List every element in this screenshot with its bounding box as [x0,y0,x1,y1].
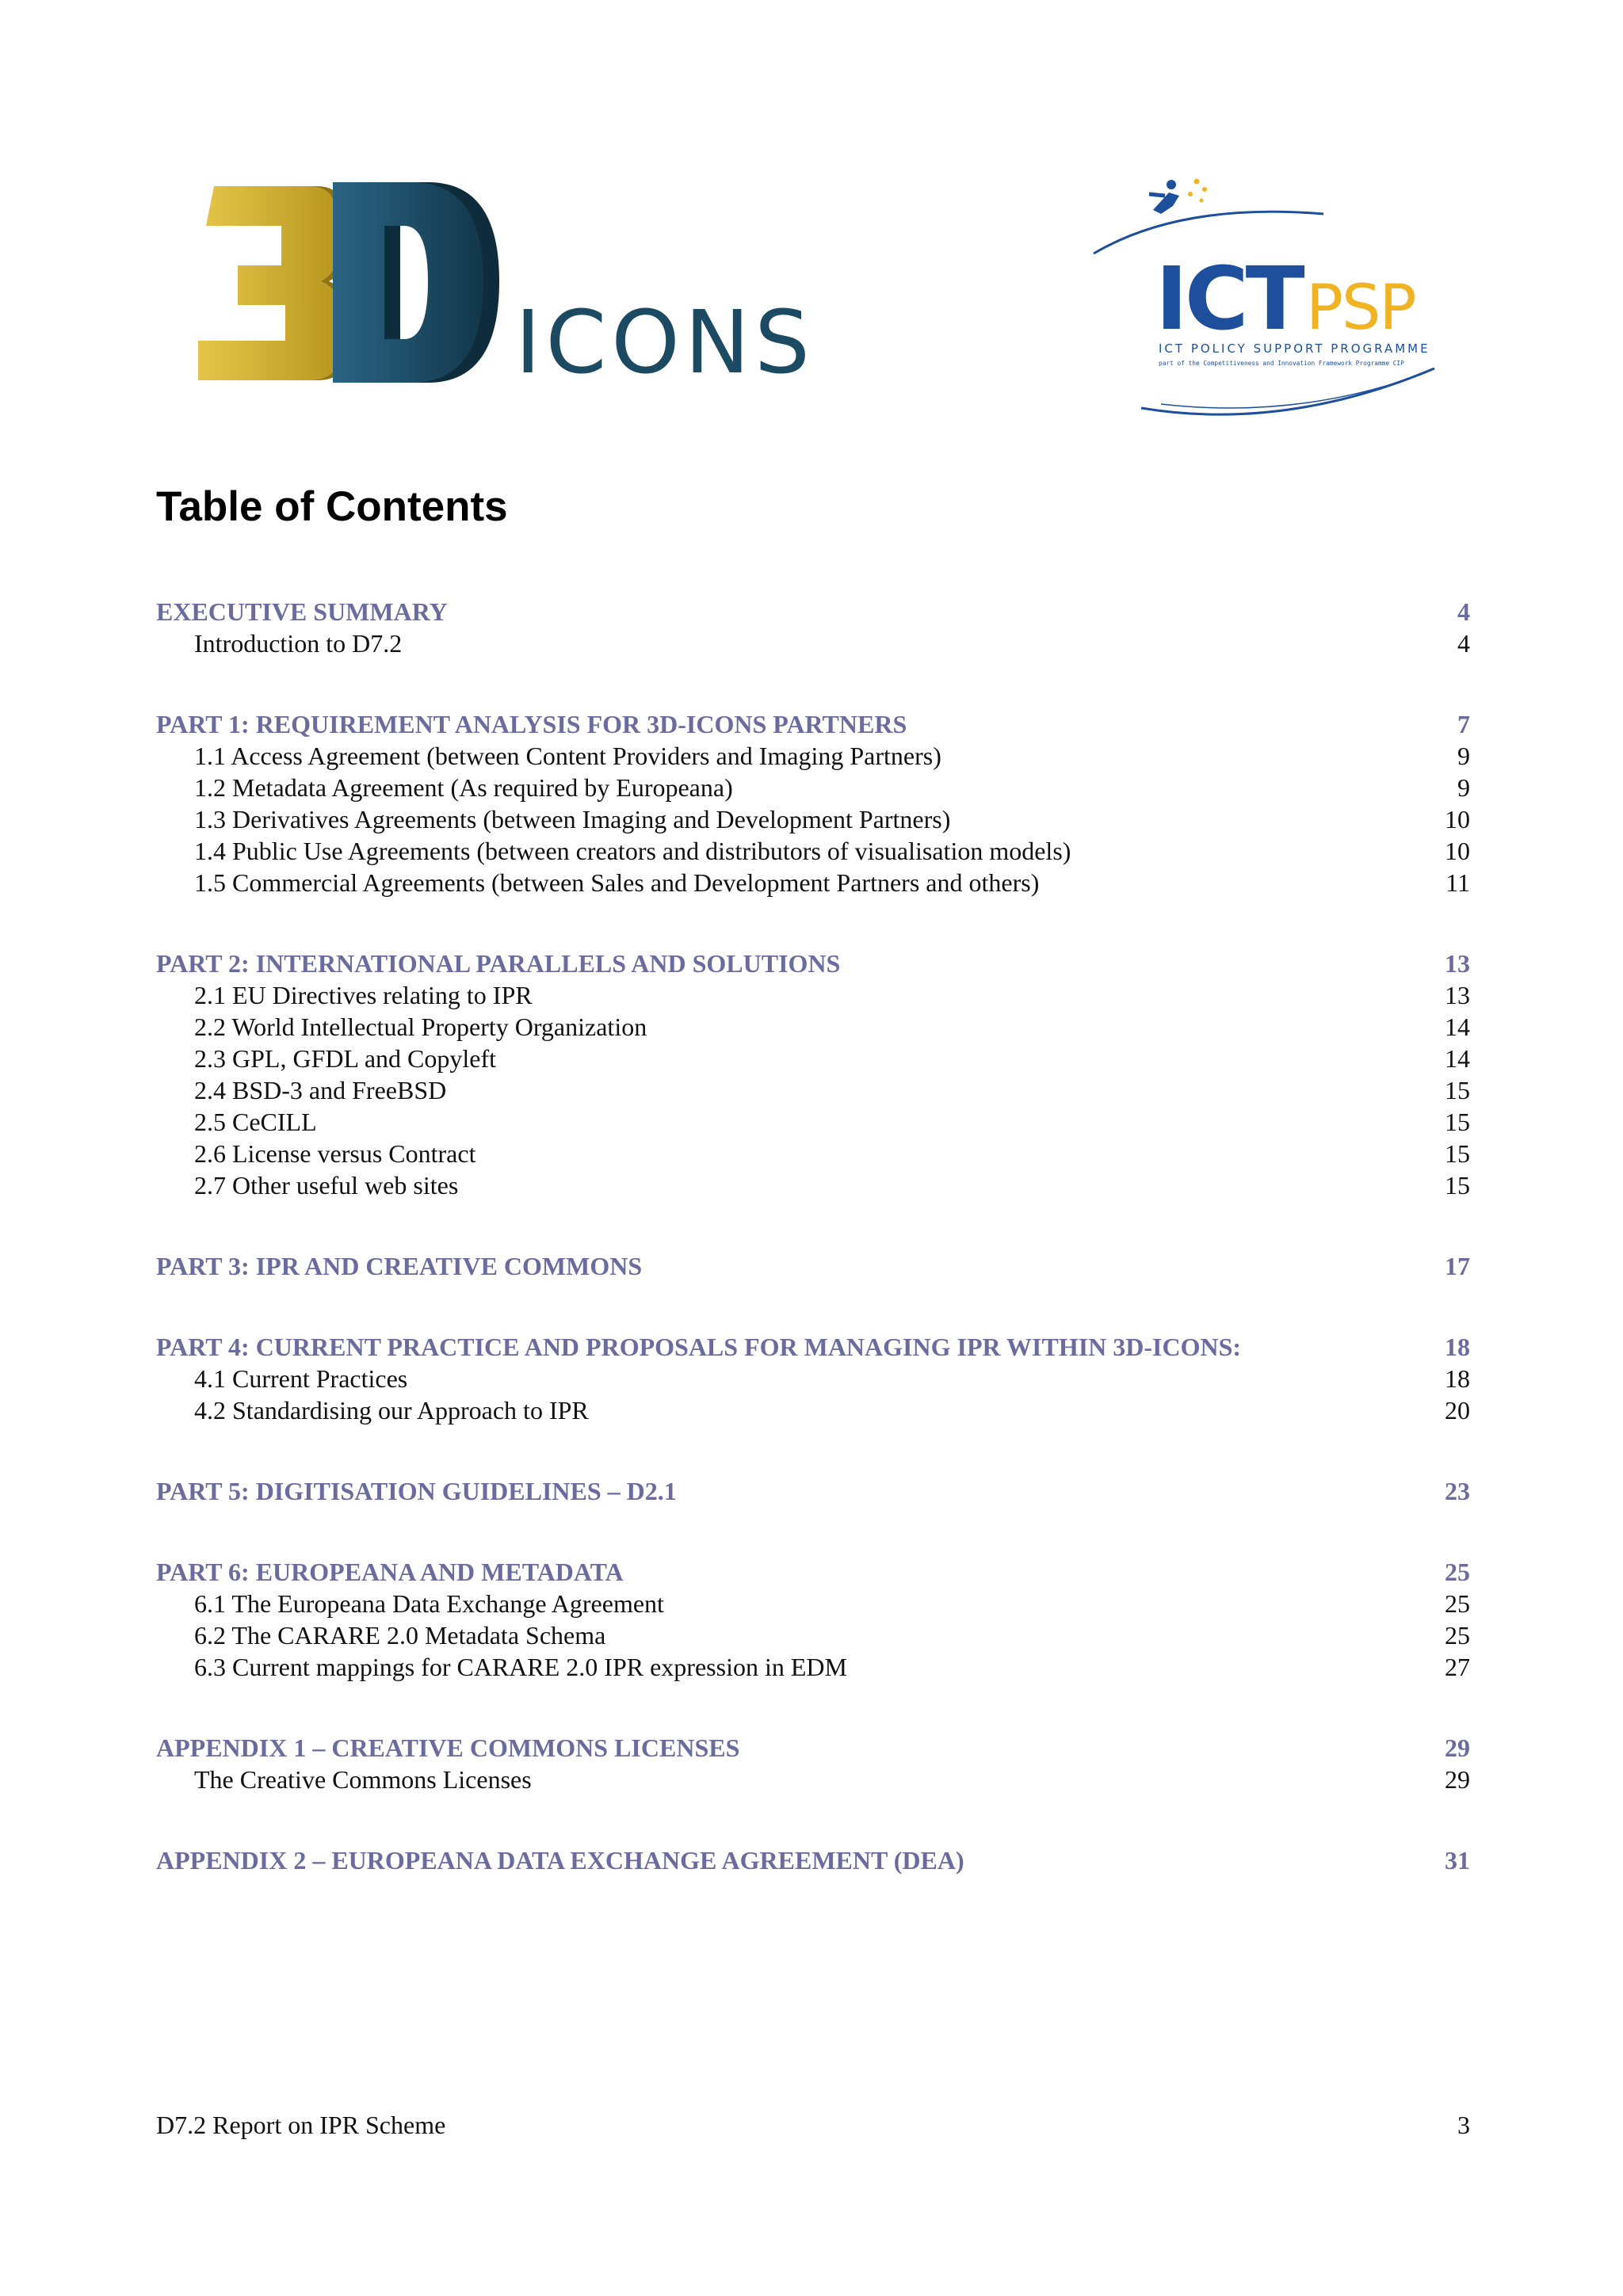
toc-heading-title: PART 4: CURRENT PRACTICE AND PROPOSALS FOR MANAGING IPR WITHIN 3D-ICONS: [156,1333,1242,1361]
toc-heading-entry[interactable] [156,1331,1470,1363]
toc-entry[interactable] [156,1394,1470,1426]
toc-entry-title: 2.2 World Intellectual Property Organization [194,1013,647,1041]
3d-icons-wordmark: ICONS [515,292,815,392]
toc-entry-title: 6.3 Current mappings for CARARE 2.0 IPR expression in EDM [194,1653,847,1681]
toc-heading-page: 7 [1457,710,1470,738]
ict-subline: part of the Competitiveness and Innovation Framework Programme CIP [1159,360,1404,367]
toc-entry[interactable] [156,1363,1470,1394]
toc-entry-title: 6.2 The CARARE 2.0 Metadata Schema [194,1621,606,1650]
ict-psp-logo-graphic [1086,170,1458,432]
toc-entry-page: 14 [1445,1013,1470,1041]
toc-heading-title: PART 3: IPR AND CREATIVE COMMONS [156,1252,643,1280]
toc-heading-page: 4 [1457,597,1470,626]
toc-heading-page: 25 [1445,1558,1470,1586]
footer-page-number: 3 [1457,2111,1470,2139]
3d-icons-logo-graphic [198,178,816,392]
toc-heading-page: 18 [1445,1333,1470,1361]
toc-entry[interactable] [156,1764,1470,1795]
toc-heading-title: PART 5: DIGITISATION GUIDELINES – D2.1 [156,1477,677,1505]
toc-heading-title: PART 1: REQUIREMENT ANALYSIS FOR 3D-ICONS PARTNERS [156,710,907,738]
toc-section [156,1250,1470,1282]
toc-entry[interactable] [156,627,1470,659]
toc-entry-title: The Creative Commons Licenses [194,1765,532,1794]
toc-section [156,1331,1470,1426]
toc-entry[interactable] [156,1588,1470,1619]
toc-heading-page: 13 [1445,949,1470,978]
ict-psp-logo [1086,170,1458,432]
toc-entry[interactable] [156,740,1470,772]
toc-entry-page: 9 [1457,773,1470,802]
toc-entry-title: 4.2 Standardising our Approach to IPR [194,1396,589,1425]
toc-heading-title: PART 2: INTERNATIONAL PARALLELS AND SOLUTIONS [156,949,841,978]
toc-entry-title: 2.6 License versus Contract [194,1139,476,1168]
toc-entry-title: 4.1 Current Practices [194,1364,408,1393]
toc-entry-page: 15 [1445,1171,1470,1199]
toc-entry-title: 2.3 GPL, GFDL and Copyleft [194,1044,497,1073]
toc-entry[interactable] [156,1619,1470,1651]
toc-entry-title: 1.3 Derivatives Agreements (between Imaging and Development Partners) [194,805,951,833]
toc-entry[interactable] [156,1651,1470,1683]
table-of-contents [156,596,1470,1925]
toc-entry[interactable] [156,1011,1470,1043]
toc-heading-entry[interactable] [156,1250,1470,1282]
toc-entry-page: 14 [1445,1044,1470,1073]
toc-heading-title: EXECUTIVE SUMMARY [156,597,448,626]
toc-heading-page: 23 [1445,1477,1470,1505]
toc-entry-page: 29 [1445,1765,1470,1794]
toc-heading-entry[interactable] [156,1844,1470,1876]
toc-heading-entry[interactable] [156,708,1470,740]
ict-text: ICT [1155,248,1302,349]
toc-section [156,948,1470,1201]
toc-entry-title: 1.4 Public Use Agreements (between creators and distributors of visualisation models) [194,837,1071,865]
toc-heading-entry[interactable] [156,1732,1470,1764]
toc-entry-page: 9 [1457,742,1470,770]
toc-title: Table of Contents [156,483,508,530]
toc-section [156,1844,1470,1876]
toc-entry[interactable] [156,1169,1470,1201]
toc-entry[interactable] [156,1138,1470,1169]
toc-entry-title: Introduction to D7.2 [194,629,403,658]
stars-icon [1188,179,1207,203]
toc-heading-title: APPENDIX 1 – CREATIVE COMMONS LICENSES [156,1733,740,1762]
toc-entry[interactable] [156,1043,1470,1074]
toc-heading-title: PART 6: EUROPEANA AND METADATA [156,1558,624,1586]
toc-entry-page: 25 [1445,1589,1470,1618]
toc-entry-page: 15 [1445,1139,1470,1168]
toc-heading-entry[interactable] [156,948,1470,979]
toc-section [156,596,1470,659]
psp-text: PSP [1306,273,1415,344]
toc-entry[interactable] [156,867,1470,898]
toc-entry-page: 4 [1457,629,1470,658]
runner-icon [1149,180,1179,214]
toc-entry-page: 15 [1445,1076,1470,1104]
3d-icons-logo [198,178,816,392]
toc-section [156,1475,1470,1507]
toc-section [156,708,1470,898]
toc-section [156,1556,1470,1683]
toc-entry-page: 20 [1445,1396,1470,1425]
toc-heading-page: 29 [1445,1733,1470,1762]
toc-entry-page: 25 [1445,1621,1470,1650]
toc-heading-title: APPENDIX 2 – EUROPEANA DATA EXCHANGE AGREEMENT (DEA) [156,1846,964,1875]
footer-document-title: D7.2 Report on IPR Scheme [156,2111,446,2139]
toc-entry-page: 10 [1445,805,1470,833]
toc-heading-entry[interactable] [156,1475,1470,1507]
page-footer [156,2109,1470,2141]
toc-entry[interactable] [156,979,1470,1011]
toc-heading-entry[interactable] [156,596,1470,627]
toc-entry-page: 15 [1445,1108,1470,1136]
toc-heading-entry[interactable] [156,1556,1470,1588]
ict-tagline: ICT POLICY SUPPORT PROGRAMME [1159,341,1430,356]
toc-entry-page: 27 [1445,1653,1470,1681]
toc-entry-page: 13 [1445,981,1470,1009]
toc-entry[interactable] [156,1074,1470,1106]
toc-entry-title: 2.4 BSD-3 and FreeBSD [194,1076,447,1104]
toc-entry-title: 2.7 Other useful web sites [194,1171,459,1199]
toc-entry[interactable] [156,772,1470,803]
toc-entry-title: 1.2 Metadata Agreement (As required by Europeana) [194,773,733,802]
toc-entry-title: 2.1 EU Directives relating to IPR [194,981,533,1009]
toc-entry[interactable] [156,1106,1470,1138]
toc-entry-title: 2.5 CeCILL [194,1108,317,1136]
toc-entry-page: 11 [1445,868,1470,897]
toc-entry-page: 10 [1445,837,1470,865]
toc-entry[interactable] [156,835,1470,867]
toc-entry-title: 6.1 The Europeana Data Exchange Agreement [194,1589,664,1618]
toc-entry-title: 1.1 Access Agreement (between Content Providers and Imaging Partners) [194,742,941,770]
toc-section [156,1732,1470,1795]
toc-heading-page: 17 [1445,1252,1470,1280]
toc-entry[interactable] [156,803,1470,835]
toc-heading-page: 31 [1445,1846,1470,1875]
toc-entry-page: 18 [1445,1364,1470,1393]
toc-entry-title: 1.5 Commercial Agreements (between Sales and Development Partners and others) [194,868,1040,897]
